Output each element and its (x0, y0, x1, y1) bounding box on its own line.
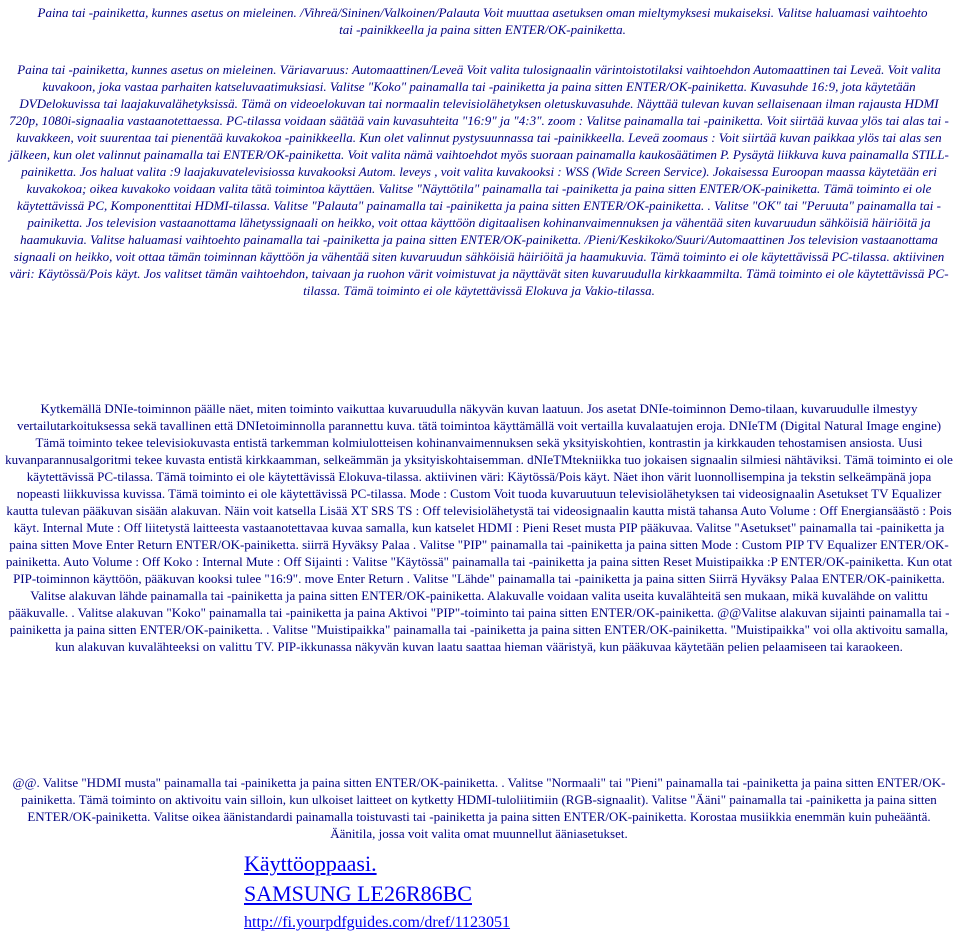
footer-links (244, 850, 744, 934)
source-url-link[interactable]: http://fi.yourpdfguides.com/dref/1123051 (244, 914, 511, 931)
product-name-link[interactable]: SAMSUNG LE26R86BC (244, 881, 472, 906)
manual-title-link[interactable]: Käyttöoppaasi. (244, 851, 377, 876)
paragraph-dnie-pip: Kytkemällä DNIe-toiminnon päälle näet, miten toiminto vaikuttaa kuvaruudulla näkyvän kuvan laatuun. Jos asetat DNIe-toiminnon Demo-tilaan, kuvaruudulle ilmestyy vertailutarkoituksessa sekä tavallinen että DNIetoiminnolla parannettu kuva. tätä toimintoa käyttämällä voit vertailla kuvalaatujen eroja. DNIeTM (Digital Natural Image engine) Tämä toiminto tekee televisiokuvasta entistä tarkemman kolmiulotteisen kohinanvaimennuksen sekä yksityiskohtien, kontrastin ja kirkkauden tehostamisen ansiosta. Uusi kuvanparannusalgoritmi tekee kuvasta entistä kirkkaamman, selkeämmän ja yksityiskohtaisemman. dNIeTMtekniikka tuo jokaisen signaalin silmiesi nähtäviksi. Tämä toiminto ei ole käytettävissä PC-tilassa. Tämä toiminto ei ole käytettävissä Elokuva-tilassa. aktiivinen väri: Käytössä/Pois käyt. Näet ihon värit luonnollisempina ja tekstin selkeämpänä jopa nopeasti liikkuvissa kuvissa. Tämä toiminto ei ole käytettävissä PC-tilassa. Mode : Custom Voit tuoda kuvaruutuun televisiolähetyksen tai videosignaalin Asetukset TV Equalizer kautta tulevan pääkuvan sisään alakuvan. Näin voit katsella Lisää XT SRS TS : Off televisiolähetystä tai videosignaalin kautta mistä tahansa Auto Volume : Off Energiansäästö : Pois käyt. Internal Mute : Off liitetystä laitteesta vastaanotettavaa kuvaa samalla, kun katselet HDMI : Pieni Reset musta PIP pääkuvaa. Valitse "Asetukset" painamalla tai -painiketta ja paina sitten Move Enter Return ENTER/OK-painiketta. siirrä Hyväksy Palaa . Valitse "PIP" painamalla tai -painiketta ja paina sitten Mode : Custom PIP TV Equalizer ENTER/OK-painiketta. Auto Volume : Off Koko : Internal Mute : Off Sijainti : Valitse "Käytössä" painamalla tai -painiketta ja paina sitten Reset Muistipaikka :P ENTER/OK-painiketta. Kun otat PIP-toiminnon käyttöön, pääkuvan kooksi tulee "16:9". move Enter Return . Valitse "Lähde" painamalla tai -painiketta ja paina sitten Siirrä Hyväksy Palaa ENTER/OK-painiketta. Valitse alakuvan lähde painamalla tai -painiketta ja paina sitten ENTER/OK-painiketta. Alakuvalle voidaan valita useita kuvalähteitä sen mukaan, mikä kuvalähde on valittu pääkuvalle. . Valitse alakuvan "Koko" painamalla tai -painiketta ja paina Aktivoi "PIP"-toiminto tai paina sitten ENTER/OK-painiketta. @@Valitse alakuvan sijainti painamalla tai -painiketta ja paina sitten ENTER/OK-painiketta. . Valitse "Muistipaikka" painamalla tai -painiketta ja paina sitten ENTER/OK-painiketta. "Muistipaikka" voi olla aktivoitu samalla, kun alakuvan kuvalähteeksi on valittu TV. PIP-ikkunassa näkyvän kuvan laatu saattaa hieman vääristyä, kun pääkuvaa käytetään pelien pelaamiseen tai karaokeen. (5, 401, 953, 654)
paragraph-hdmi-sound: @@. Valitse "HDMI musta" painamalla tai -painiketta ja paina sitten ENTER/OK-painiketta. . Valitse "Normaali" tai "Pieni" painamalla tai -painiketta ja paina sitten ENTER/OK-painiketta. Tämä toiminto on aktivoitu vain silloin, kun ulkoiset laitteet on kytketty HDMI-tuloliitimiin (RGB-signaalit). Valitse "Ääni" painamalla tai -painiketta ja paina sitten ENTER/OK-painiketta. Valitse oikea äänistandardi painamalla toistuvasti tai -painiketta ja paina sitten ENTER/OK-painiketta. Korostaa musiikkia enemmän kuin puheääntä. Äänitila, jossa voit valita omat muunnellut ääniasetukset. (12, 775, 946, 841)
paragraph-picture-size: Paina tai -painiketta, kunnes asetus on mieleinen. Väriavaruus: Automaattinen/Leveä Voit valita tulosignaalin värintoistotilaksi vaihtoehdon Automaattinen tai Leveä. Voit valita kuvakoon, joka vastaa parhaiten katseluvaatimuksiasi. Valitse "Koko" painamalla tai -painiketta ja paina sitten ENTER/OK-painiketta. Kuvasuhde 16:9, jota käytetään DVDelokuvissa tai laajakuvalähetyksissä. Tämä on videoelokuvan tai normaalin televisiolähetyksen oletuskuvasuhde. Näyttää tulevan kuvan sellaisenaan ilman rajausta HDMI 720p, 1080i-signaalia vastaanotettaessa. PC-tilassa voidaan säätää vain kuvasuhteita "16:9" ja "4:3". zoom : Valitse painamalla tai -painiketta. Voit siirtää kuvaa ylös tai alas tai -kuvakkeen, voit suurentaa tai pienentää kuvakokoa -painikkeella. Kun olet valinnut pystysuunnassa tai -painikkeella. Leveä zoomaus : Voit siirtää kuvan paikkaa ylös tai alas sen jälkeen, kun olet valinnut painamalla tai ENTER/OK-painiketta. Voit valita nämä vaihtoehdot myös suoraan painamalla kaukosäätimen P. Pysäytä liikkuva kuva painamalla STILL-painiketta. Jos haluat valita :9 laajakuvatelevisiossa kuvakooksi Autom. leveys , voit valita kuvakooksi : WSS (Wide Screen Service). Jokaisessa Euroopan maassa käytetään eri kuvakokoa; oikea kuvakoko voidaan valita tätä toimintoa käyttäen. Valitse "Näyttötila" painamalla tai -painiketta ja paina sitten ENTER/OK-painiketta. Tämä toiminto ei ole käytettävissä PC, Komponenttitai HDMI-tilassa. Valitse "Palauta" painamalla tai -painiketta ja paina sitten ENTER/OK-painiketta. . Valitse "OK" tai "Peruuta" painamalla tai -painiketta. Jos television vastaanottama lähetyssignaali on heikko, voit ottaa käyttöön digitaalisen kohinanvaimennuksen ja vähentää siten kuvaruudun sähköisiä häiriöitä ja haamukuvia. Valitse haluamasi vaihtoehto painamalla tai -painiketta ja paina sitten ENTER/OK-painiketta. /Pieni/Keskikoko/Suuri/Automaattinen Jos television vastaanottama signaali on heikko, voit ottaa tämän toiminnan käyttöön ja vähentää siten kuvaruudun sähköisiä häiriöitä ja haamukuvia. Tämä toiminto ei ole käytettävissä PC-tilassa. aktiivinen väri: Käytössä/Pois käyt. Jos valitset tämän vaihtoehdon, taivaan ja ruohon värit voimistuvat ja näyttävät siten kuvaruudulla kirkkaammilta. Tämä toiminto ei ole käytettävissä PC-tilassa. Tämä toiminto ei ole käytettävissä Elokuva ja Vakio-tilassa. (9, 62, 949, 298)
paragraph-color-tone: Paina tai -painiketta, kunnes asetus on mieleinen. /Vihreä/Sininen/Valkoinen/Palauta Voit muuttaa asetuksen oman mieltymyksesi mukaiseksi. Valitse haluamasi vaihtoehto tai -painikkeella ja paina sitten ENTER/OK-painiketta. (37, 5, 928, 37)
